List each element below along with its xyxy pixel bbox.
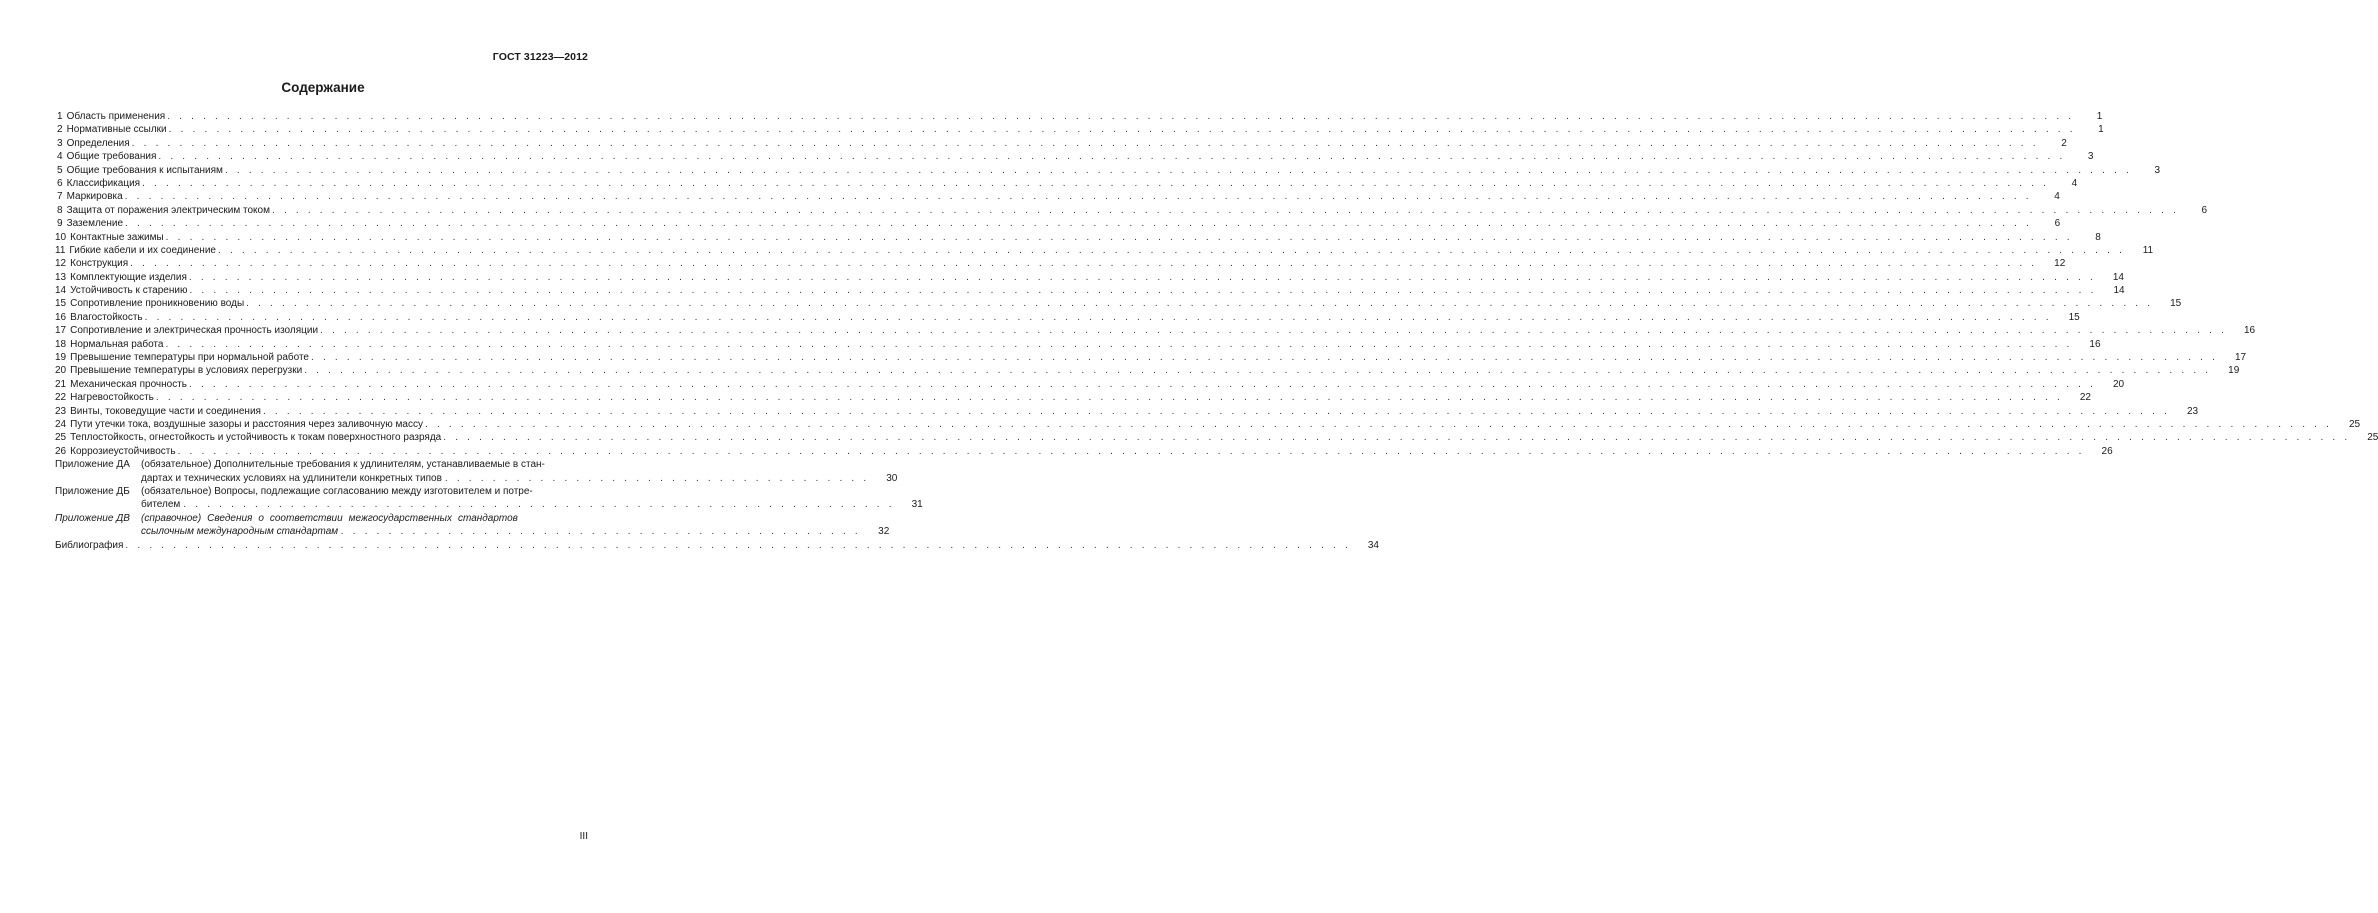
toc-entry-number: 6 — [57, 177, 63, 189]
toc-page-number: 15 — [2068, 311, 2080, 323]
toc-entry-number: 5 — [57, 164, 63, 176]
toc-entry[interactable] — [55, 391, 2091, 404]
toc-entries — [55, 110, 2378, 458]
leader-dots: . . . . . . . . . . . . . . . . . . . . . . . . . . . . . . . . . . . . . . . . . . . . . . . . . . . . . . . . . . . . . . . . . . . . . . . . . . . . . . . . . . . . . . . . . . . . . . . . . . . . . . . . . . . . . . . . . . . . . . . . . . . . . . . . . . . . . . . . . . . . . . . . . . . . . . . . . . . . . . . . — [168, 124, 2076, 136]
toc-entry-title: Гибкие кабели и их соединение — [69, 244, 216, 256]
toc-page-number: 1 — [2098, 124, 2104, 136]
toc-page-number: 22 — [2079, 392, 2091, 404]
toc-entry-number: 17 — [55, 325, 67, 337]
toc-entry-title: Контактные зажимы — [70, 231, 164, 243]
toc-page-number: 2 — [2061, 137, 2067, 149]
toc-entry-number: 19 — [55, 352, 67, 364]
toc-entry[interactable] — [55, 311, 2080, 324]
appendix-title-line2: бителем — [141, 499, 181, 511]
appendix-title-line1: (обязательное) Дополнительные требования к удлинителям, устанавливаемые в стан- — [141, 459, 545, 471]
toc-entry-title: Конструкция — [70, 258, 129, 270]
toc-entry-title: Коррозиеустойчивость — [70, 445, 176, 457]
leader-dots: . . . . . . . . . . . . . . . . . . . . . . . . . . . . . . . . . . . . . . . . . . . . . . . . . . . . . . . . . . . . . . . . . . . . . . . . . . . . . . . . . . . . . . . . . . . . . . . . . . . . . . . . . . . . . . . . . . . . . . . . . . . . . . . . . . . . . . . . . . . . . . . . . . . . . . . . . . . . . . . . — [167, 110, 2075, 122]
toc-entry[interactable] — [55, 431, 2378, 444]
leader-dots: . . . . . . . . . . . . . . . . . . . . . . . . . . . . . . . . . . . . . . . . . . . . . . . . . . . . . . . . . . . . . . . . . . . . . . . . . . . . . . . . . . . . . . . . . . . . . . . . . . . . . . . . . . . . . . . . . . . . . . . . . . . . . . . . . . . . . . . . . . . . . . . . . . . . . . . . . . . . . . . . — [425, 418, 2333, 430]
leader-dots: . . . . . . . . . . . . . . . . . . . . . . . . . . . . . . . . . . . . . . . . . . . . . . . . . . . . . . . . . . . . . . . . . . . . . . . . . . . . . . . . . . . . . . . . . . . . . . . . . . . . . . . . . . . . . . . . . . . . . . . . . . . . . . . . . . . . . . . . . . . . . . . . . . . . . . . . . . . . . . . . — [271, 204, 2180, 216]
toc-entry-title: Область применения — [66, 110, 166, 122]
toc-entry[interactable] — [55, 110, 2103, 123]
leader-dots: . . . . . . . . . . . . . . . . . . . . . . . . . . . . . . . . . . . . . . . . . . . . . . . . . . . . . . . . . . . . . . . . . . . . . . . . . . . . . . . . . . . . . . . . . . . . . . . . . . . . . . . . . . . . . . . . . . . . . . . . . . . . . . . . . . . . . . . . . . . . . . . . . . . . . . . . . . . . . . . . — [144, 311, 2052, 323]
toc-page-number: 14 — [2113, 285, 2125, 297]
toc-page-number: 15 — [2170, 298, 2182, 310]
toc-entry-title: Комплектующие изделия — [70, 271, 187, 283]
toc-page-number: 6 — [2201, 204, 2208, 216]
appendix-title-line1: (обязательное) Вопросы, подлежащие согласованию между изготовителем и потре- — [141, 485, 533, 497]
toc-entry[interactable] — [55, 164, 2161, 177]
leader-dots: . . . . . . . . . . . . . . . . . . . . . . . . . . . . . . . . . . . . . . . . . . . . — [341, 526, 862, 538]
toc-page-number: 19 — [2228, 365, 2240, 377]
toc-page-number: 8 — [2095, 231, 2101, 243]
toc-entry-number: 22 — [55, 392, 67, 404]
toc-entry-number: 26 — [55, 445, 67, 457]
leader-dots: . . . . . . . . . . . . . . . . . . . . . . . . . . . . . . . . . . . . . . . . . . . . . . . . . . . . . . . . . . . . . . . . . . . . . . . . . . . . . . . . . . . . . . . . . . . . . . . . . . . . . . . . . . . . . . . . . . . . . . . . . . . . . . . . . . . . . . . . . . . . . . . . . . . . . . . . . . . . . . . . — [142, 177, 2050, 189]
toc-page-number: 23 — [2186, 405, 2199, 417]
toc-entry[interactable] — [55, 123, 2104, 136]
toc-entry-bibliography[interactable] — [55, 539, 1379, 552]
toc-page-number: 16 — [2244, 325, 2256, 337]
leader-dots: . . . . . . . . . . . . . . . . . . . . . . . . . . . . . . . . . . . . . . . . . . . . . . . . . . . . . . . . . . . . . . . . . . . . . . . . . . . . . . . . . . . . . . . . . . . . . . . . . . . . . . . . . . . . . . . . . . . . . . . . . . . . . . . . . . . . . . . . . . . . . . . . . . . . . . . . . . . . . . . . — [224, 164, 2133, 176]
toc-page-number: 30 — [886, 472, 898, 484]
leader-dots: . . . . . . . . . . . . . . . . . . . . . . . . . . . . . . . . . . . . . . . . . . . . . . . . . . . . . . . . . . . . . . . . . . . . . . . . . . . . . . . . . . . . . . . . . . . . . . . . . . . . . . . . . . . . . . . . . . . . . . . . . . . . . . . . . . . . . . . . . . . . . . . . . . . . . . . . . . . . . . . . — [130, 258, 2038, 270]
leader-dots: . . . . . . . . . . . . . . . . . . . . . . . . . . . . . . . . . . . . . . . . . . . . . . . . . . . . . . . . . . . . . . . . . . . . . . . . . . . . . . . . . . . . . . . . . . . . . . . . . . . . . . . . . . . . . . . . . . . . . . . . . . . . . . . . . . . . . . . . . . . . . . . . . . . . . . . . . . . . . . . . — [311, 352, 2219, 364]
toc-entry-title: Заземление — [66, 218, 124, 230]
leader-dots: . . . . . . . . . . . . . . . . . . . . . . . . . . . . . . . . . . . . . . . . . . . . . . . . . . . . . . . . . . . . . . . . . . . . . . . . . . . . . . . . . . . . . . . . . . . . . . . . . . . . . . . . . . . . . . . . . . . . . . . . . . . . . . . . . . . . . . . . . . . . . . . . . . . . . . . . . . . . . . . . — [165, 338, 2073, 350]
leader-dots: . . . . . . . . . . . . . . . . . . . . . . . . . . . . . . . . . . . . . . . . . . . . . . . . . . . . . . . . . . . . . . . . . . . . . . . . . . . . . . . . . . . . . . . . . . . . . . . . . . . . . . . . . . . . . . . . . . . . . . . . . . . . . . . . . . . . . . . . . . . . . . . . . . . . . . . . . . . . . . . . — [217, 244, 2126, 256]
leader-dots: . . . . . . . . . . . . . . . . . . . . . . . . . . . . . . . . . . . . . . . . . . . . . . . . . . . . . . . . . . . . . . . . . . . . . . . . . . . . . . . . . . . . . . . . . . . . . . . . . . . . . . . . . . . . . . . . . . . . . . . . . . . . . . . . . . . . . . . . . . . . . . . . . . . . . . . . . . . . . . . . — [158, 151, 2066, 163]
toc-entry[interactable] — [55, 177, 2078, 190]
toc-entry[interactable] — [55, 190, 2060, 203]
leader-dots: . . . . . . . . . . . . . . . . . . . . . . . . . . . . . . . . . . . . . . . . . . . . . . . . . . . . . . . . . . . . . . . . . . . . . . . . . . . . . . . . . . . . . . . . . . . . . . . . . . . . . . . . . . . . . . . . . . . . . . . . . . . . . . . . . . . . . . . . . . . . . . . . . . . . . . . . . . . . . . . . — [189, 378, 2097, 390]
toc-page-number: 17 — [2234, 352, 2247, 364]
toc-entry[interactable] — [55, 284, 2125, 297]
toc-entry-number: 3 — [57, 137, 63, 149]
toc-entry-number: 14 — [55, 285, 67, 297]
toc-entry-number: 1 — [57, 110, 63, 122]
toc-entry-number: 23 — [55, 405, 67, 417]
leader-dots: . . . . . . . . . . . . . . . . . . . . . . . . . . . . . . . . . . . . . . . . . . . . . . . . . . . . . . . . . . . . . . . . . . . . . . . . . . . . . . . . . . . . . . . . . . . . . . . . . . . . . . . — [125, 539, 1351, 551]
toc-page-number: 25 — [2367, 432, 2378, 444]
toc-entry-number: 2 — [57, 124, 63, 136]
toc-entry-number: 25 — [55, 432, 67, 444]
toc-entry-number: 16 — [55, 311, 67, 323]
toc-entry-title: Устойчивость к старению — [70, 285, 188, 297]
leader-dots: . . . . . . . . . . . . . . . . . . . . . . . . . . . . . . . . . . . . . . . . . . . . . . . . . . . . . . . . . . . . . . . . . . . . . . . . . . . . . . . . . . . . . . . . . . . . . . . . . . . . . . . . . . . . . . . . . . . . . . . . . . . . . . . . . . . . . . . . . . . . . . . . . . . . . . . . . . . . . . . . — [124, 191, 2032, 203]
appendix-db[interactable] — [55, 485, 923, 512]
toc-page-number: 12 — [2054, 258, 2066, 270]
leader-dots: . . . . . . . . . . . . . . . . . . . . . . . . . . . . . . . . . . . . . . . . . . . . . . . . . . . . . . . . . . . . . . . . . . . . . . . . . . . . . . . . . . . . . . . . . . . . . . . . . . . . . . . . . . . . . . . . . . . . . . . . . . . . . . . . . . . . . . . . . . . . . . . . . . . . . . . . . . . . . . . . — [246, 298, 2154, 310]
table-of-contents — [55, 110, 2378, 552]
leader-dots: . . . . . . . . . . . . . . . . . . . . . . . . . . . . . . . . . . . . . . . . . . . . . . . . . . . . . . . . . . . . . . . . . . . . . . . . . . . . . . . . . . . . . . . . . . . . . . . . . . . . . . . . . . . . . . . . . . . . . . . . . . . . . . . . . . . . . . . . . . . . . . . . . . . . . . . . . . . . . . . . — [125, 218, 2033, 230]
toc-page-number: 20 — [2112, 378, 2125, 390]
toc-entry[interactable] — [55, 445, 2113, 458]
toc-entry[interactable] — [55, 271, 2124, 284]
leader-dots: . . . . . . . . . . . . . . . . . . . . . . . . . . . . . . . . . . . . . . . . . . . . . . . . . . . . . . . . . . . . . . . . . . . . . . . . . . . . . . . . . . . . . . . . . . . . . . . . . . . . . . . . . . . . . . . . . . . . . . . . . . . . . . . . . . . . . . . . . . . . . . . . . . . . . . . . . . . . . . . . — [262, 405, 2171, 417]
toc-entry-title: Механическая прочность — [70, 378, 187, 390]
toc-entry[interactable] — [55, 137, 2067, 150]
toc-entry-title: Определения — [66, 137, 130, 149]
toc-entry-title: Классификация — [66, 177, 141, 189]
appendix-title-line2: ссылочным международным стандартам — [141, 526, 339, 538]
toc-entry-number: 15 — [55, 298, 67, 310]
toc-entry-title: Винты, токоведущие части и соединения — [70, 405, 261, 417]
toc-entry[interactable] — [55, 217, 2061, 230]
page-number-roman: III — [579, 831, 588, 842]
toc-entry-number: 10 — [55, 231, 67, 243]
toc-page-number: 4 — [2054, 191, 2060, 203]
toc-page-number: 32 — [878, 526, 890, 538]
leader-dots: . . . . . . . . . . . . . . . . . . . . . . . . . . . . . . . . . . . . . . . . . . . . . . . . . . . . . . . . . . . . . . . . . . . . . . . . . . . . . . . . . . . . . . . . . . . . . . . . . . . . . . . . . . . . . . . . . . . . . . . . . . . . . . . . . . . . . . . . . . . . . . . . . . . . . . . . . . . . . . . . — [131, 137, 2039, 149]
toc-page-number: 3 — [2154, 164, 2161, 176]
toc-entry[interactable] — [55, 204, 2208, 217]
toc-entry-number: 21 — [55, 378, 67, 390]
leader-dots: . . . . . . . . . . . . . . . . . . . . . . . . . . . . . . . . . . . . — [444, 472, 870, 484]
toc-entry-title: Маркировка — [66, 191, 123, 203]
leader-dots: . . . . . . . . . . . . . . . . . . . . . . . . . . . . . . . . . . . . . . . . . . . . . . . . . . . . . . . . . . . . . . . . . . . . . . . . . . . . . . . . . . . . . . . . . . . . . . . . . . . . . . . . . . . . . . . . . . . . . . . . . . . . . . . . . . . . . . . . . . . . . . . . . . . . . . . . . . . . . . . . — [443, 432, 2351, 444]
toc-page-number: 6 — [2054, 218, 2061, 230]
toc-entry-number: 12 — [55, 258, 67, 270]
toc-entry-title: Сопротивление проникновению воды — [70, 298, 245, 310]
toc-entry-number: 4 — [57, 151, 63, 163]
toc-page-number: 14 — [2112, 271, 2124, 283]
toc-entry-title: Теплостойкость, огнестойкость и устойчивость к токам поверхностного разряда — [70, 432, 442, 444]
toc-entry-title: Превышение температуры в условиях перегрузки — [70, 365, 303, 377]
toc-entry-number: 8 — [57, 204, 63, 216]
toc-entry[interactable] — [55, 405, 2199, 418]
toc-entry[interactable] — [55, 378, 2125, 391]
toc-page-number: 16 — [2089, 338, 2101, 350]
toc-entry[interactable] — [55, 150, 2094, 163]
appendix-da[interactable] — [55, 458, 898, 485]
toc-entry[interactable] — [55, 324, 2256, 337]
toc-entry-title: Нормативные ссылки — [66, 124, 167, 136]
toc-entry-title: Общие требования к испытаниям — [66, 164, 223, 176]
toc-entry-number: 9 — [57, 218, 63, 230]
toc-page-number: 4 — [2071, 177, 2078, 189]
toc-entry[interactable] — [55, 244, 2154, 257]
toc-entry-title: Превышение температуры при нормальной работе — [70, 352, 309, 364]
appendix-dv[interactable] — [55, 512, 890, 539]
leader-dots: . . . . . . . . . . . . . . . . . . . . . . . . . . . . . . . . . . . . . . . . . . . . . . . . . . . . . . . . . . . . — [183, 499, 895, 511]
toc-entry-title: Влагостойкость — [70, 311, 143, 323]
toc-entry-title: Защита от поражения электрическим током — [66, 204, 270, 216]
toc-entry-number: 13 — [55, 271, 67, 283]
toc-entry[interactable] — [55, 338, 2101, 351]
leader-dots: . . . . . . . . . . . . . . . . . . . . . . . . . . . . . . . . . . . . . . . . . . . . . . . . . . . . . . . . . . . . . . . . . . . . . . . . . . . . . . . . . . . . . . . . . . . . . . . . . . . . . . . . . . . . . . . . . . . . . . . . . . . . . . . . . . . . . . . . . . . . . . . . . . . . . . . . . . . . . . . . — [304, 365, 2212, 377]
appendix-label: Приложение ДА — [55, 459, 130, 471]
toc-page-number: 34 — [1367, 539, 1379, 551]
page-title: Содержание — [281, 80, 365, 95]
appendix-title-line1: (справочное) Сведения о соответствии межгосударственных стандартов — [141, 512, 518, 524]
toc-page-number: 3 — [2087, 151, 2094, 163]
toc-entry-title: Библиография — [55, 539, 124, 551]
leader-dots: . . . . . . . . . . . . . . . . . . . . . . . . . . . . . . . . . . . . . . . . . . . . . . . . . . . . . . . . . . . . . . . . . . . . . . . . . . . . . . . . . . . . . . . . . . . . . . . . . . . . . . . . . . . . . . . . . . . . . . . . . . . . . . . . . . . . . . . . . . . . . . . . . . . . . . . . . . . . . . . . — [189, 285, 2097, 297]
toc-entry-number: 7 — [57, 191, 63, 203]
toc-entry[interactable] — [55, 297, 2182, 310]
toc-page-number: 1 — [2096, 110, 2103, 122]
toc-entry-title: Общие требования — [66, 151, 157, 163]
leader-dots: . . . . . . . . . . . . . . . . . . . . . . . . . . . . . . . . . . . . . . . . . . . . . . . . . . . . . . . . . . . . . . . . . . . . . . . . . . . . . . . . . . . . . . . . . . . . . . . . . . . . . . . . . . . . . . . . . . . . . . . . . . . . . . . . . . . . . . . . . . . . . . . . . . . . . . . . . . . . . . . . — [188, 271, 2096, 283]
toc-entry[interactable] — [55, 364, 2240, 377]
toc-page-number: 11 — [2142, 244, 2154, 256]
toc-entry-title: Нормальная работа — [70, 338, 164, 350]
leader-dots: . . . . . . . . . . . . . . . . . . . . . . . . . . . . . . . . . . . . . . . . . . . . . . . . . . . . . . . . . . . . . . . . . . . . . . . . . . . . . . . . . . . . . . . . . . . . . . . . . . . . . . . . . . . . . . . . . . . . . . . . . . . . . . . . . . . . . . . . . . . . . . . . . . . . . . . . . . . . . . . . — [165, 231, 2073, 243]
toc-entry-number: 20 — [55, 365, 67, 377]
leader-dots: . . . . . . . . . . . . . . . . . . . . . . . . . . . . . . . . . . . . . . . . . . . . . . . . . . . . . . . . . . . . . . . . . . . . . . . . . . . . . . . . . . . . . . . . . . . . . . . . . . . . . . . . . . . . . . . . . . . . . . . . . . . . . . . . . . . . . . . . . . . . . . . . . . . . . . . . . . . . . . . . — [177, 445, 2085, 457]
toc-entry-number: 18 — [55, 338, 67, 350]
appendix-label: Приложение ДВ — [55, 512, 130, 524]
leader-dots: . . . . . . . . . . . . . . . . . . . . . . . . . . . . . . . . . . . . . . . . . . . . . . . . . . . . . . . . . . . . . . . . . . . . . . . . . . . . . . . . . . . . . . . . . . . . . . . . . . . . . . . . . . . . . . . . . . . . . . . . . . . . . . . . . . . . . . . . . . . . . . . . . . . . . . . . . . . . . . . . — [320, 325, 2228, 337]
toc-entry[interactable] — [55, 351, 2247, 364]
appendix-title-line2: дартах и технических условиях на удлинители конкретных типов — [141, 472, 442, 484]
toc-entry[interactable] — [55, 231, 2101, 244]
appendix-label: Приложение ДБ — [55, 485, 130, 497]
toc-page-number: 31 — [911, 499, 923, 511]
toc-entry[interactable] — [55, 418, 2361, 431]
toc-entry-title: Пути утечки тока, воздушные зазоры и расстояния через заливочную массу — [70, 418, 423, 430]
standard-code: ГОСТ 31223—2012 — [492, 51, 588, 63]
toc-page-number: 25 — [2348, 418, 2361, 430]
toc-entry[interactable] — [55, 257, 2066, 270]
toc-entry-title: Сопротивление и электрическая прочность изоляции — [70, 325, 319, 337]
toc-entry-number: 24 — [55, 418, 67, 430]
toc-entry-title: Нагревостойкость — [70, 392, 154, 404]
leader-dots: . . . . . . . . . . . . . . . . . . . . . . . . . . . . . . . . . . . . . . . . . . . . . . . . . . . . . . . . . . . . . . . . . . . . . . . . . . . . . . . . . . . . . . . . . . . . . . . . . . . . . . . . . . . . . . . . . . . . . . . . . . . . . . . . . . . . . . . . . . . . . . . . . . . . . . . . . . . . . . . . — [155, 392, 2063, 404]
toc-entry-number: 11 — [55, 244, 66, 256]
toc-page-number: 26 — [2101, 445, 2113, 457]
